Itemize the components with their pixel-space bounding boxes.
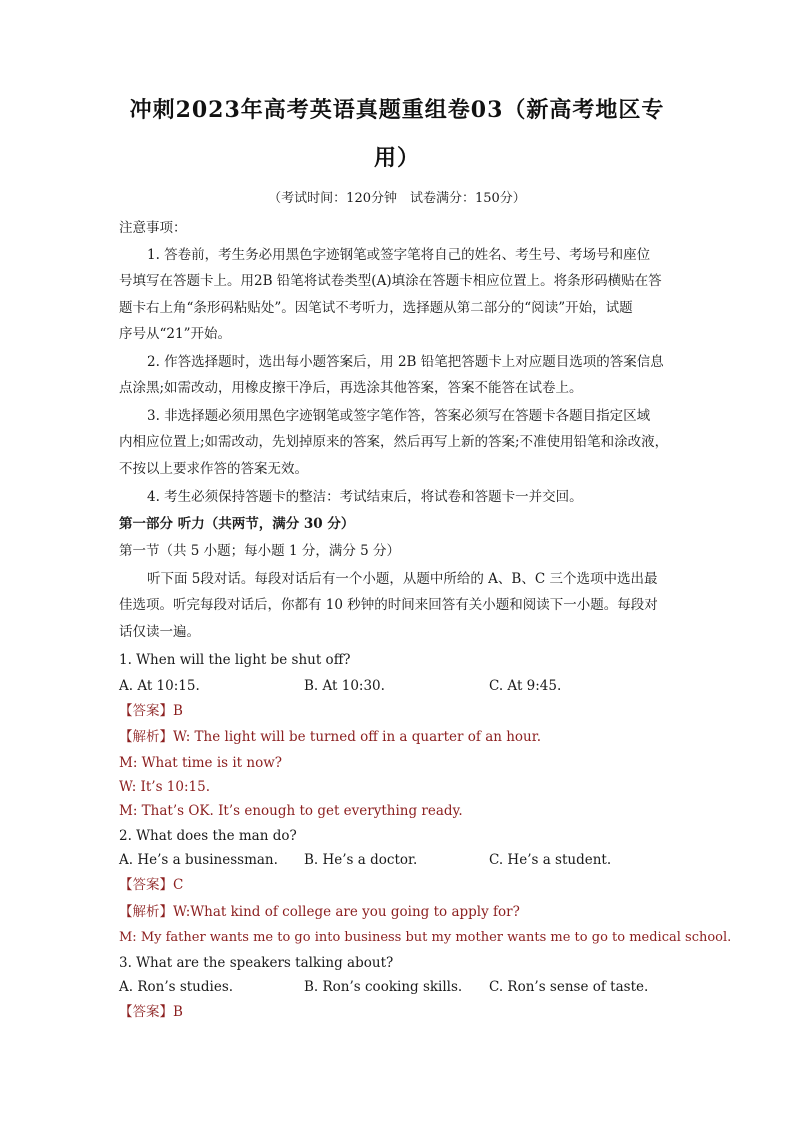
notice-p1-line-1: 1. 答卷前，考生务必用黑色字迹钢笔或签字笔将自己的姓名、考生号、考场号和座位	[147, 247, 651, 263]
document-title-line-2: 用）	[373, 145, 420, 171]
notice-p3-line-2: 内相应位置上;如需改动，先划掉原来的答案，然后再写上新的答案;不准使用铅笔和涂改液，	[119, 434, 669, 450]
answer-value: B	[173, 703, 183, 719]
option-a: A. At 10:15.	[119, 678, 200, 694]
answer-tag: 【答案】	[119, 1004, 173, 1020]
notice-p3-line-1: 3. 非选择题必须用黑色字迹钢笔或签字笔作答，答案必须写在答题卡各题目指定区域	[147, 408, 651, 424]
notice-p2-line-1: 2. 作答选择题时，选出每小题答案后，用 2B 铅笔把答题卡上对应题目选项的答案信息	[147, 354, 664, 370]
question-stem: 1. When will the light be shut off?	[119, 652, 351, 668]
instructions-line-3: 话仅读一遍。	[119, 624, 200, 640]
notice-heading: 注意事项：	[119, 220, 187, 236]
question-stem: 2. What does the man do?	[119, 828, 297, 844]
analysis-text: M: What time is it now?	[119, 755, 283, 771]
option-b: B. He’s a doctor.	[304, 852, 418, 868]
instructions-line-1: 听下面 5段对话。每段对话后有一个小题，从题中所给的 A、B、C 三个选项中选出最	[147, 571, 658, 587]
analysis-line	[119, 727, 541, 747]
option-c: C. Ron’s sense of taste.	[489, 979, 649, 995]
notice-p1-line-2: 号填写在答题卡上。用2B 铅笔将试卷类型(A)填涂在答题卡相应位置上。将条形码横贴在答	[119, 273, 662, 289]
notice-p4: 4. 考生必须保持答题卡的整洁：考试结束后，将试卷和答题卡一并交回。	[147, 489, 583, 505]
exam-time-info: （考试时间：120分钟 试卷满分：150分）	[268, 191, 526, 206]
document-title-line-1: 冲刺2023年高考英语真题重组卷03（新高考地区专	[129, 97, 665, 123]
option-b: B. Ron’s cooking skills.	[304, 979, 463, 995]
instructions-line-2: 佳选项。听完每段对话后，你都有 10 秒钟的时间来回答有关小题和阅读下一小题。每段对	[119, 597, 658, 613]
question-stem: 3. What are the speakers talking about?	[119, 955, 394, 971]
notice-p2-line-2: 点涂黑;如需改动，用橡皮擦干净后，再选涂其他答案，答案不能答在试卷上。	[119, 380, 583, 396]
analysis-text: M: That’s OK. It’s enough to get everything ready.	[119, 803, 463, 819]
answer-tag: 【答案】	[119, 703, 173, 719]
notice-p1-line-4: 序号从“21”开始。	[119, 326, 231, 342]
analysis-text: W: The light will be turned off in a quarter of an hour.	[173, 729, 542, 745]
notice-p3-line-3: 不按以上要求作答的答案无效。	[119, 461, 308, 477]
section1-heading: 第一节（共 5 小题；每小题 1 分，满分 5 分）	[119, 543, 401, 559]
analysis-tag: 【解析】	[119, 904, 173, 920]
analysis-tag: 【解析】	[119, 729, 173, 745]
answer-line	[119, 701, 183, 721]
option-c: C. He’s a student.	[489, 852, 612, 868]
analysis-text: M: My father wants me to go into business but my mother wants me to go to medical school.	[119, 930, 732, 945]
analysis-line	[119, 902, 520, 922]
analysis-text: W: It’s 10:15.	[119, 779, 211, 795]
answer-line	[119, 875, 183, 895]
option-a: A. He’s a businessman.	[119, 852, 278, 868]
option-a: A. Ron’s studies.	[119, 979, 234, 995]
option-c: C. At 9:45.	[489, 678, 562, 694]
answer-value: B	[173, 1004, 183, 1020]
answer-value: C	[173, 877, 184, 893]
answer-tag: 【答案】	[119, 877, 173, 893]
answer-line	[119, 1002, 183, 1022]
analysis-text: W:What kind of college are you going to apply for?	[173, 904, 520, 920]
option-b: B. At 10:30.	[304, 678, 385, 694]
notice-p1-line-3: 题卡右上角“条形码粘贴处”。因笔试不考听力，选择题从第二部分的“阅读”开始，试题	[119, 300, 633, 316]
part1-heading: 第一部分 听力（共两节，满分 30 分）	[119, 516, 355, 532]
